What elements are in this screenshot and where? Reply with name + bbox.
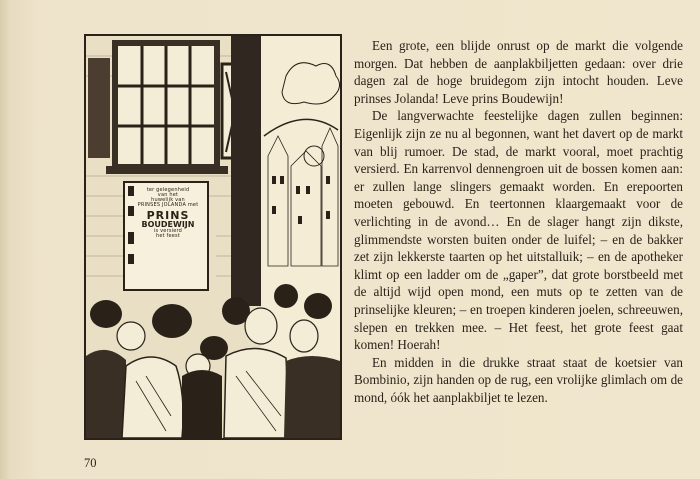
paragraph: Een grote, een blijde onrust op de markt die volgende morgen. Dat hebben de aanplakbiljetten gedaan: over drie dagen zal de hoge bruidegom zijn intocht houden. Leve prinses Jolanda! Leve prins Boudewijn! [354, 38, 683, 106]
poster-title: PRINS [146, 209, 190, 222]
page-number: 70 [84, 456, 97, 470]
illustration [84, 34, 342, 440]
poster-line: het feest [155, 233, 181, 239]
poster-line: van het [157, 192, 179, 198]
poster-line: is versierd [153, 228, 183, 234]
market-crowd-drawing [86, 36, 340, 438]
paragraph: En midden in die drukke straat staat de koetsier van Bombinio, zijn handen op de rug, een vrolijke glimlach om de mond, óók het aanplakbiljet te lezen. [354, 354, 683, 405]
poster-line: PRINSES JOLANDA met [137, 202, 199, 208]
story-text [354, 37, 683, 406]
poster-line: huwelijk van [151, 197, 185, 203]
paragraph: De langverwachte feestelijke dagen zullen beginnen: Eigenlijk zijn ze nu al begonnen, want het davert op de markt van blij rumoer. De stad, de markt vooral, moet prachtig versierd. En karrenvol dennengroen uit de bossen komen aan: er zullen lange slingers gemaakt worden. En erepoorten moeten gebouwd. En teertonnen klaargemaakt voor de verlichting in de avond… En de slager hangt zijn dikste, glimmendste worsten buiten onder de luifel; – en de bakker zet zijn lekkerste taarten op het uitstalluik; – en de apotheker klimt op een ladder om de „gaper”, dat grote borstbeeld met de altijd wijd open mond, een muts op te zetten van de prinselijke kleuren; – en troepen kinderen joelen, schreeuwen, slepen en trekken mee. – Het feest, het grote feest gaat komen! Hoerah! [354, 108, 683, 353]
poster-subtitle: BOUDEWIJN [141, 220, 195, 229]
poster [130, 188, 206, 239]
poster-line: ter gelegenheid [146, 187, 190, 193]
